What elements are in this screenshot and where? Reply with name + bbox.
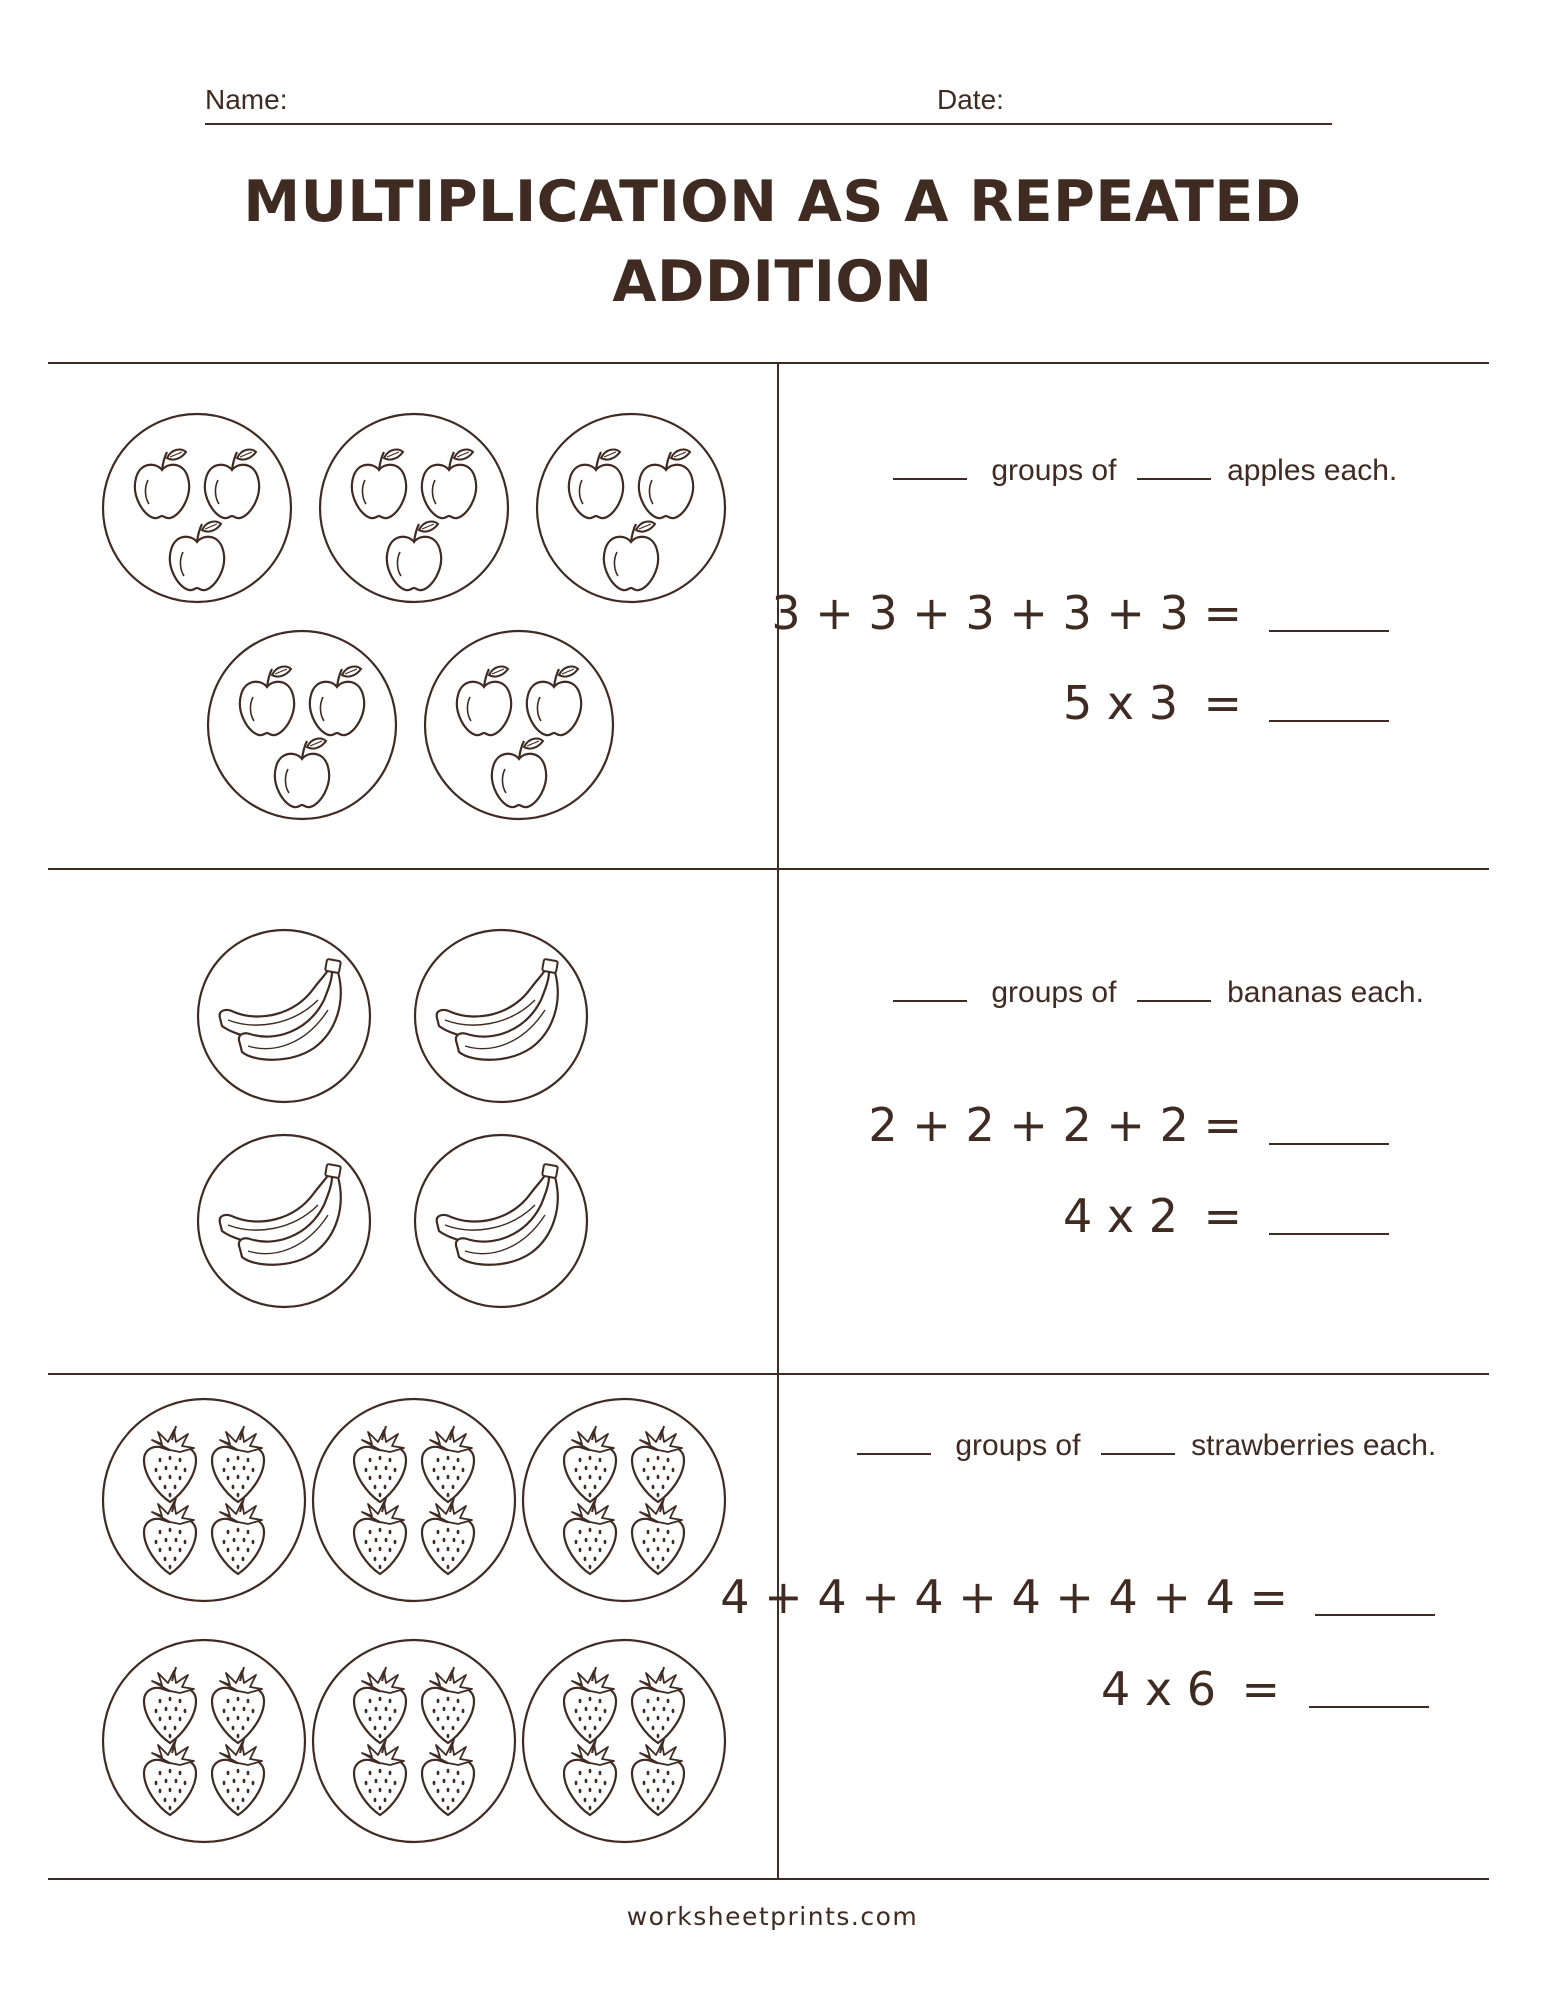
per-group-blank[interactable]: [1137, 452, 1211, 480]
strawberry-plate: [100, 1396, 308, 1604]
row-divider-1: [48, 868, 1489, 870]
page-title-line-1: MULTIPLICATION AS A REPEATED: [243, 169, 1302, 235]
bananas-multiplication: 4 x 2: [1063, 1189, 1178, 1243]
table-bottom-rule: [48, 1878, 1489, 1880]
multiplication-answer-blank[interactable]: [1269, 1233, 1389, 1235]
strawberries-addition: 4 + 4 + 4 + 4 + 4 + 4 =: [720, 1570, 1288, 1624]
banana-plate: [412, 1132, 590, 1310]
name-date-line: [205, 123, 1332, 125]
row-divider-2: [48, 1373, 1489, 1375]
apples-multiplication: 5 x 3: [1063, 676, 1178, 730]
sentence-end: apples each.: [1227, 454, 1398, 487]
apple-plate: [205, 628, 399, 822]
groups-blank[interactable]: [893, 974, 967, 1002]
addition-answer-blank[interactable]: [1269, 630, 1389, 632]
banana-plate: [195, 927, 373, 1105]
strawberry-plate: [520, 1637, 728, 1845]
name-label: Name:: [205, 84, 288, 115]
table-top-rule: [48, 362, 1489, 364]
bananas-sentence: [893, 974, 1424, 1010]
per-group-blank[interactable]: [1137, 974, 1211, 1002]
addition-answer-blank[interactable]: [1315, 1614, 1435, 1616]
sentence-mid: groups of: [991, 454, 1117, 487]
sentence-mid: groups of: [955, 1429, 1081, 1462]
groups-blank[interactable]: [857, 1427, 931, 1455]
per-group-blank[interactable]: [1101, 1427, 1175, 1455]
apple-plate: [422, 628, 616, 822]
addition-answer-blank[interactable]: [1269, 1143, 1389, 1145]
sentence-end: bananas each.: [1227, 976, 1424, 1009]
equals-sign: =: [1241, 1662, 1280, 1716]
apples-sentence: [893, 452, 1397, 488]
date-label: Date:: [937, 84, 1004, 115]
multiplication-answer-blank[interactable]: [1309, 1706, 1429, 1708]
strawberry-plate: [310, 1396, 518, 1604]
apple-plate: [534, 411, 728, 605]
strawberry-plate: [310, 1637, 518, 1845]
strawberry-plate: [520, 1396, 728, 1604]
apple-plate: [100, 411, 294, 605]
sentence-mid: groups of: [991, 976, 1117, 1009]
strawberry-plate: [100, 1637, 308, 1845]
equals-sign: =: [1203, 1189, 1242, 1243]
sentence-end: strawberries each.: [1191, 1429, 1437, 1462]
groups-blank[interactable]: [893, 452, 967, 480]
apple-plate: [317, 411, 511, 605]
equals-sign: =: [1203, 676, 1242, 730]
page-title-line-2: ADDITION: [612, 249, 933, 315]
bananas-addition: 2 + 2 + 2 + 2 =: [868, 1098, 1242, 1152]
multiplication-answer-blank[interactable]: [1269, 720, 1389, 722]
strawberries-sentence: [857, 1427, 1436, 1463]
banana-plate: [412, 927, 590, 1105]
strawberries-multiplication: 4 x 6: [1101, 1662, 1216, 1716]
apples-addition: 3 + 3 + 3 + 3 + 3 =: [771, 586, 1242, 640]
footer-site: worksheetprints.com: [626, 1902, 919, 1931]
banana-plate: [195, 1132, 373, 1310]
